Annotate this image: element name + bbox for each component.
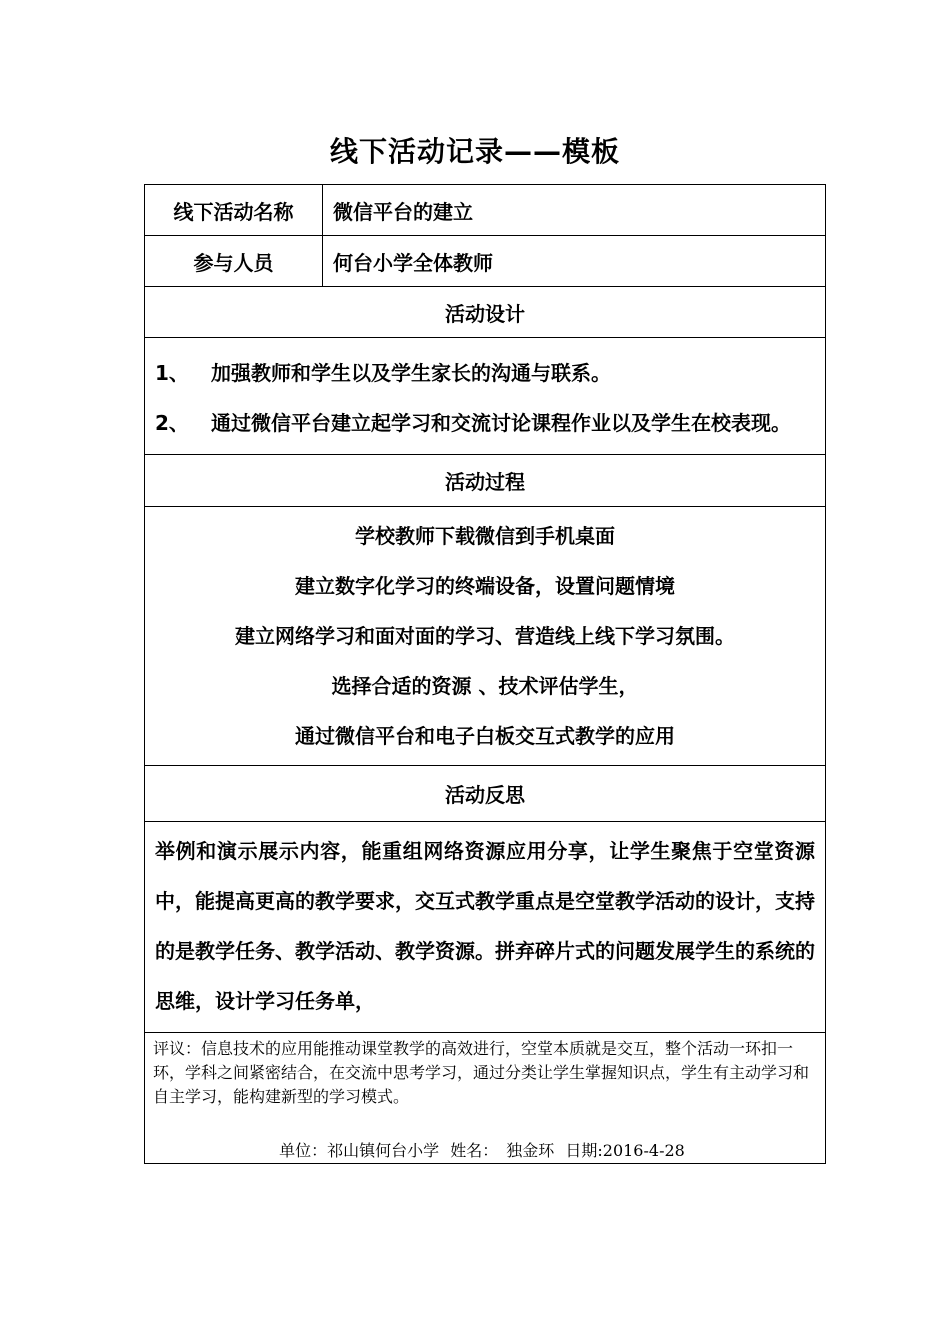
activity-name-label: 线下活动名称 xyxy=(145,185,323,236)
date-text: 日期:2016-4-28 xyxy=(565,1141,685,1160)
comment-cell xyxy=(145,1033,826,1164)
unit-text: 单位：祁山镇何台小学 xyxy=(279,1141,440,1160)
process-header: 活动过程 xyxy=(145,455,826,507)
list-number: 2、 xyxy=(155,411,189,435)
process-line: 学校教师下载微信到手机桌面 xyxy=(355,524,615,548)
design-header: 活动设计 xyxy=(145,287,826,338)
list-text: 加强教师和学生以及学生家长的沟通与联系。 xyxy=(211,361,611,385)
participants-value: 何台小学全体教师 xyxy=(323,236,826,287)
list-number: 1、 xyxy=(155,361,189,385)
table-row xyxy=(145,236,826,287)
table-row xyxy=(145,822,826,1033)
participants-label: 参与人员 xyxy=(145,236,323,287)
table-row xyxy=(145,287,826,338)
signature-line xyxy=(153,1139,817,1163)
reflection-content: 举例和演示展示内容，能重组网络资源应用分享，让学生聚焦于空堂资源中，能提高更高的教学要求，交互式教学重点是空堂教学活动的设计，支持的是教学任务、教学活动、教学资源。拼弃碎片式的问题发展学生的系统的思维，设计学习任务单， xyxy=(145,822,826,1033)
process-line: 建立网络学习和面对面的学习、营造线上线下学习氛围。 xyxy=(235,624,735,648)
design-content xyxy=(145,338,826,455)
activity-name-value: 微信平台的建立 xyxy=(323,185,826,236)
list-item xyxy=(155,398,815,448)
table-row xyxy=(145,338,826,455)
process-line: 选择合适的资源 、技术评估学生， xyxy=(331,674,639,698)
process-line: 通过微信平台和电子白板交互式教学的应用 xyxy=(295,724,675,748)
table-row xyxy=(145,766,826,822)
list-item xyxy=(155,348,815,398)
page-title: 线下活动记录——模板 xyxy=(329,135,620,168)
table-row xyxy=(145,1033,826,1164)
process-line: 建立数字化学习的终端设备，设置问题情境 xyxy=(295,574,675,598)
comment-text: 评议：信息技术的应用能推动课堂教学的高效进行，空堂本质就是交互，整个活动一环扣一环，学科之间紧密结合，在交流中思考学习，通过分类让学生掌握知识点，学生有主动学习和自主学习，能构建新型的学习模式。 xyxy=(153,1039,810,1106)
table-row xyxy=(145,185,826,236)
reflection-header: 活动反思 xyxy=(145,766,826,822)
list-text: 通过微信平台建立起学习和交流讨论课程作业以及学生在校表现。 xyxy=(211,411,791,435)
record-table xyxy=(144,184,826,1164)
table-row xyxy=(145,455,826,507)
author-text: 姓名： 独金环 xyxy=(450,1141,555,1160)
process-content xyxy=(145,507,826,766)
table-row xyxy=(145,507,826,766)
